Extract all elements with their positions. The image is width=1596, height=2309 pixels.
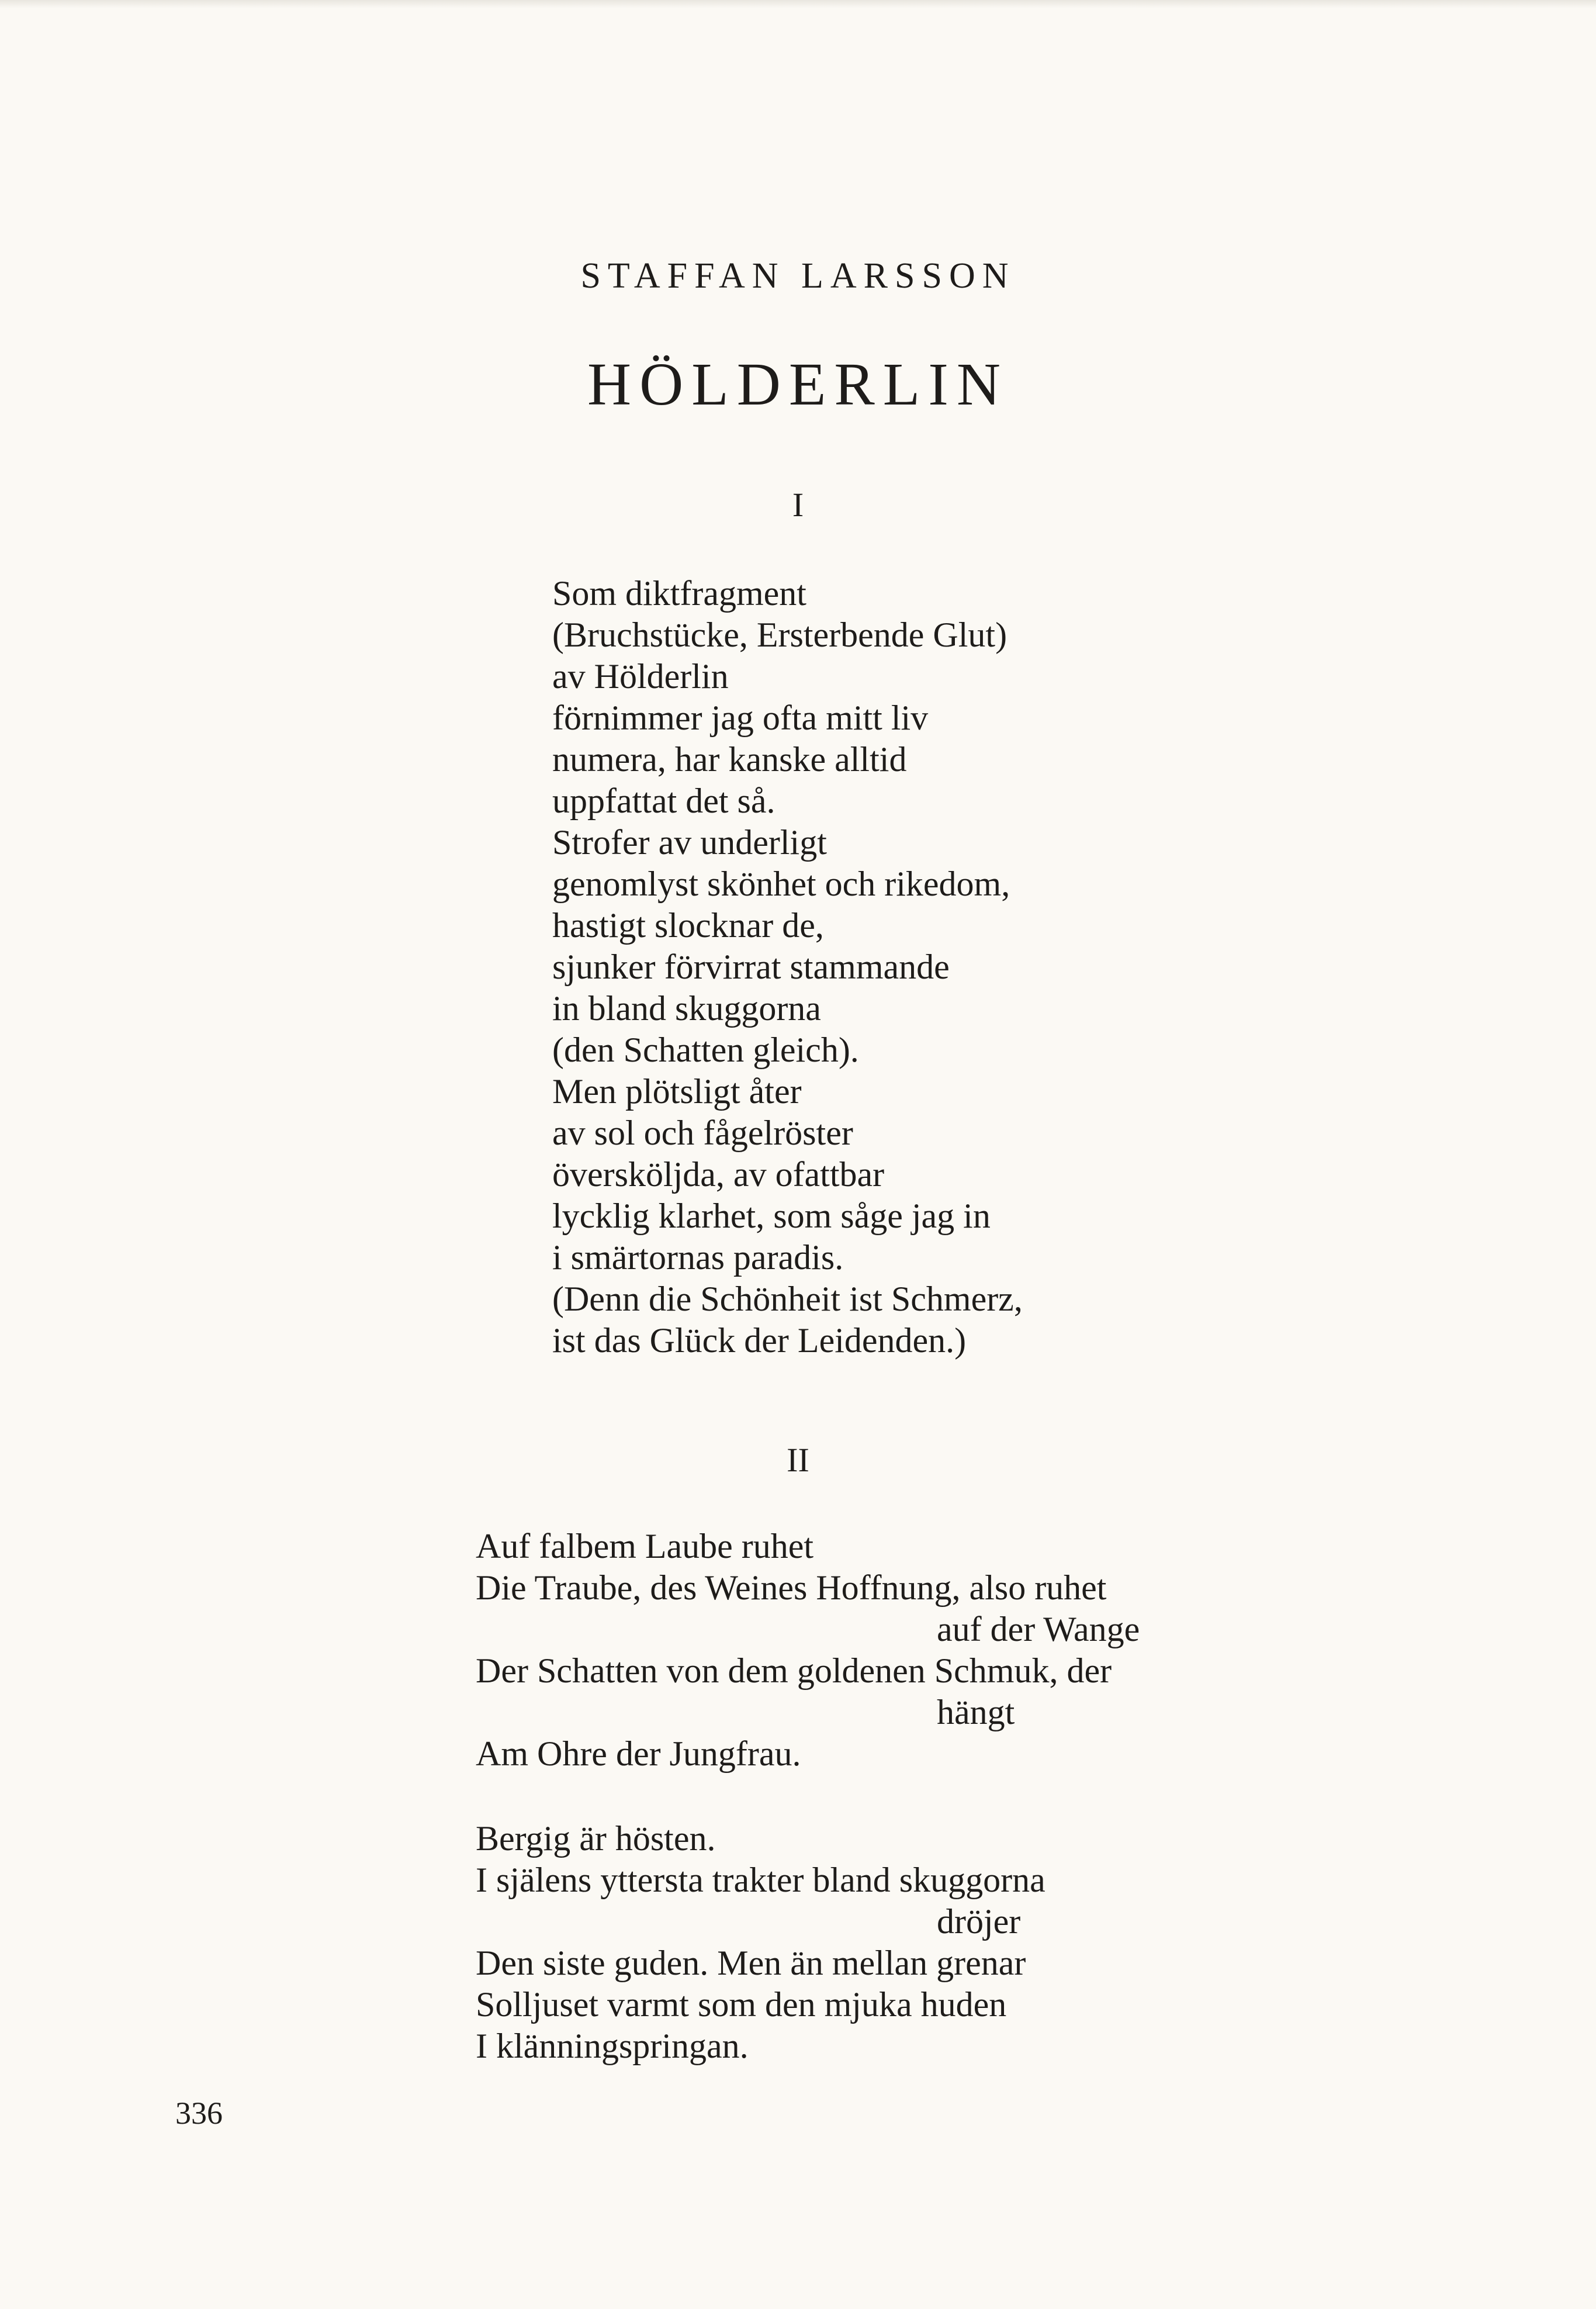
page-number: 336	[175, 2096, 223, 2131]
poem-line: översköljda, av ofattbar	[552, 1155, 885, 1194]
poem-line: i smärtornas paradis.	[552, 1238, 844, 1277]
poem-stanza	[552, 573, 1023, 1361]
poem-line: (den Schatten gleich).	[552, 1031, 859, 1069]
poem-line: av Hölderlin	[552, 657, 729, 696]
poem-line: lycklig klarhet, som såge jag in	[552, 1197, 991, 1235]
poem-line: Bergig är hösten.	[476, 1819, 716, 1858]
section-number-2: II	[787, 1441, 809, 1479]
poem-line: Solljuset varmt som den mjuka huden	[476, 1985, 1007, 2024]
poem-line: Den siste guden. Men än mellan grenar	[476, 1944, 1026, 1982]
poem-line: Auf falbem Laube ruhet	[476, 1527, 814, 1565]
section-number-1: I	[792, 486, 804, 524]
poem-line: (Bruchstücke, Ersterbende Glut)	[552, 616, 1008, 654]
poem-line: (Denn die Schönheit ist Schmerz,	[552, 1280, 1023, 1318]
poem-line: av sol och fågelröster	[552, 1114, 853, 1152]
poem-line: genomlyst skönhet och rikedom,	[552, 865, 1010, 903]
poem-line-continuation: dröjer	[937, 1902, 1021, 1941]
poem-stanza	[476, 1526, 1140, 1775]
poem-line: Die Traube, des Weines Hoffnung, also ruhet	[476, 1568, 1107, 1607]
poem-line: hastigt slocknar de,	[552, 906, 824, 945]
poem-line: sjunker förvirrat stammande	[552, 948, 950, 986]
poem-line: ist das Glück der Leidenden.)	[552, 1321, 967, 1360]
poem-line: numera, har kanske alltid	[552, 740, 907, 779]
poem-line: Som diktfragment	[552, 574, 806, 613]
poem-line: Men plötsligt åter	[552, 1072, 802, 1111]
page-top-edge	[0, 0, 1596, 8]
poem-line: Der Schatten von dem goldenen Schmuk, der	[476, 1651, 1112, 1690]
poem-line: in bland skuggorna	[552, 989, 821, 1028]
poem-line: I själens yttersta trakter bland skuggorna	[476, 1861, 1045, 1899]
poem-line: Strofer av underligt	[552, 823, 827, 862]
poem-line-continuation: auf der Wange	[937, 1610, 1140, 1648]
poem-line-continuation: hängt	[937, 1693, 1015, 1731]
poem-line: uppfattat det så.	[552, 782, 776, 820]
author-name: STAFFAN LARSSON	[580, 256, 1016, 296]
poem-line: förnimmer jag ofta mitt liv	[552, 699, 929, 737]
poem-title: HÖLDERLIN	[587, 351, 1009, 418]
poem-stanza	[476, 1818, 1045, 2067]
poem-line: I klänningspringan.	[476, 2027, 749, 2065]
poem-line: Am Ohre der Jungfrau.	[476, 1734, 801, 1773]
